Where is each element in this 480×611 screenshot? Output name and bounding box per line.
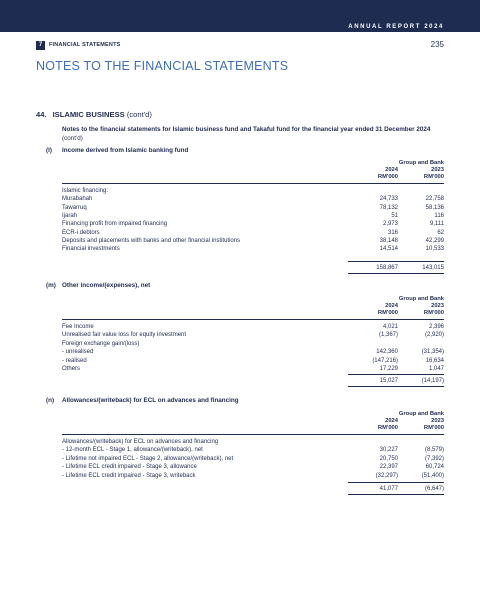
table-row bbox=[62, 455, 444, 463]
table-row bbox=[62, 187, 444, 195]
value-2023: (51,400) bbox=[421, 472, 444, 479]
row-label: - Lifetime not impaired ECL - Stage 2, allowance/(writeback), net bbox=[62, 455, 234, 462]
row-label: - 12-month ECL - Stage 1, allowance/(writeback), net bbox=[62, 447, 203, 454]
total-row bbox=[62, 485, 444, 493]
value-2024: (1,367) bbox=[378, 332, 398, 339]
value-2023: 2,396 bbox=[428, 324, 444, 330]
subsection-heading bbox=[46, 147, 189, 154]
table-row bbox=[62, 331, 444, 339]
value-2024: (32,297) bbox=[375, 472, 398, 479]
page-header bbox=[36, 40, 444, 52]
subsection-title: Income derived from Islamic banking fund bbox=[62, 147, 189, 154]
table-row bbox=[62, 472, 444, 480]
subsection-letter: (l) bbox=[46, 147, 52, 154]
value-2024: 14,514 bbox=[379, 246, 398, 253]
subsection-heading bbox=[46, 397, 239, 404]
table-row bbox=[62, 323, 444, 331]
row-label: - unrealised bbox=[62, 349, 94, 356]
total-rule-bottom bbox=[348, 494, 444, 495]
value-2024: 20,750 bbox=[379, 455, 398, 462]
total-2023: (14,197) bbox=[421, 378, 444, 384]
row-label: ECR-i debtors bbox=[62, 229, 100, 236]
value-2024: 2,973 bbox=[382, 221, 398, 228]
value-2024: 142,360 bbox=[376, 349, 398, 356]
row-label: Unrealised fair value loss for equity investment bbox=[62, 332, 187, 339]
note-title: ISLAMIC BUSINESS bbox=[52, 110, 125, 119]
value-2023: (31,354) bbox=[421, 349, 444, 356]
column-currency-2023: RM'000 bbox=[423, 174, 444, 180]
value-2023: 10,533 bbox=[425, 246, 444, 253]
value-2023: 1,047 bbox=[428, 366, 444, 372]
table-row bbox=[62, 237, 444, 245]
table-row bbox=[62, 357, 444, 365]
header-rule bbox=[62, 319, 444, 320]
value-2024: 22,397 bbox=[379, 464, 398, 471]
row-label: Ijarah bbox=[62, 212, 78, 219]
note-number: 44. bbox=[36, 110, 47, 119]
section-number-badge: 7 bbox=[36, 41, 45, 50]
value-2023: 9,111 bbox=[429, 221, 444, 228]
total-rule-bottom bbox=[348, 386, 444, 387]
value-2024: 24,733 bbox=[379, 196, 398, 203]
page-number: 235 bbox=[430, 40, 444, 49]
total-rule-top bbox=[348, 482, 444, 483]
subsection-heading bbox=[46, 282, 151, 289]
column-year-2023: 2023 bbox=[431, 303, 444, 309]
column-currency-2024: RM'000 bbox=[377, 174, 398, 180]
value-2024: 78,132 bbox=[379, 204, 398, 211]
value-2023: 58,136 bbox=[425, 204, 444, 211]
header-rule bbox=[62, 434, 444, 435]
table-row bbox=[62, 220, 444, 228]
total-2023: 143,015 bbox=[422, 265, 444, 271]
note-cont: (cont'd) bbox=[126, 110, 152, 119]
value-2023: 16,634 bbox=[425, 357, 444, 364]
intro-cont: (cont'd) bbox=[62, 135, 83, 142]
note-heading bbox=[36, 110, 152, 119]
section-title: FINANCIAL STATEMENTS bbox=[49, 42, 121, 48]
total-2024: 158,867 bbox=[376, 265, 398, 271]
financial-table bbox=[62, 296, 444, 389]
value-2023: 22,758 bbox=[425, 196, 444, 203]
financial-table bbox=[62, 160, 444, 276]
column-group-header: Group and Bank bbox=[398, 411, 444, 417]
table-row bbox=[62, 212, 444, 220]
value-2024: 51 bbox=[391, 212, 398, 219]
column-currency-2023: RM'000 bbox=[423, 310, 444, 316]
table-row bbox=[62, 245, 444, 253]
table-row bbox=[62, 195, 444, 203]
financial-table bbox=[62, 411, 444, 497]
total-2024: 15,027 bbox=[379, 378, 398, 384]
table-row bbox=[62, 229, 444, 237]
total-row bbox=[62, 264, 444, 272]
value-2023: (2,920) bbox=[424, 332, 444, 339]
subsection-letter: (n) bbox=[46, 397, 55, 404]
column-year-2023: 2023 bbox=[431, 418, 444, 424]
row-label: Others bbox=[62, 366, 81, 372]
row-label: - Lifetime ECL credit impaired - Stage 3, writeback bbox=[62, 472, 196, 479]
table-row bbox=[62, 438, 444, 446]
column-currency-2023: RM'000 bbox=[423, 425, 444, 431]
intro-text: Notes to the financial statements for Islamic business fund and Takaful fund for the financial year ended 31 December 2024 bbox=[62, 126, 431, 133]
row-label: - realised bbox=[62, 357, 87, 364]
value-2024: 4,021 bbox=[382, 324, 398, 330]
page-title: NOTES TO THE FINANCIAL STATEMENTS bbox=[36, 59, 289, 73]
subsection-title: Other income/(expenses), net bbox=[62, 282, 151, 289]
annual-report-label: ANNUAL REPORT 2024 bbox=[348, 24, 444, 30]
row-label: Murabahah bbox=[62, 196, 93, 203]
row-label: Islamic financing: bbox=[62, 188, 109, 194]
row-label: Tawarruq bbox=[62, 204, 87, 211]
table-row bbox=[62, 365, 444, 373]
row-label: Deposits and placements with banks and other financial institutions bbox=[62, 237, 241, 244]
column-group-header: Group and Bank bbox=[398, 160, 444, 166]
value-2024: 316 bbox=[387, 229, 398, 236]
row-label: Financial investments bbox=[62, 246, 120, 253]
column-year-2024: 2024 bbox=[385, 167, 398, 173]
total-row bbox=[62, 377, 444, 385]
column-year-2024: 2024 bbox=[385, 303, 398, 309]
total-2024: 41,077 bbox=[379, 486, 398, 492]
value-2023: 60,724 bbox=[425, 464, 444, 471]
value-2024: 38,148 bbox=[379, 237, 398, 244]
column-group-header: Group and Bank bbox=[398, 296, 444, 302]
subsection-title: Allowances/(writeback) for ECL on advances and financing bbox=[62, 397, 239, 404]
total-rule-bottom bbox=[348, 273, 444, 274]
subsection-letter: (m) bbox=[46, 282, 56, 289]
row-label: Foreign exchange gain/(loss) bbox=[62, 340, 140, 347]
row-label: Fee Income bbox=[62, 324, 94, 330]
table-row bbox=[62, 340, 444, 348]
column-year-2024: 2024 bbox=[385, 418, 398, 424]
note-intro bbox=[62, 125, 452, 143]
column-year-2023: 2023 bbox=[431, 167, 444, 173]
header-band bbox=[0, 0, 480, 32]
total-rule-top bbox=[348, 374, 444, 375]
row-label: Allowances/(writeback) for ECL on advances and financing bbox=[62, 439, 219, 445]
value-2024: (147,216) bbox=[372, 357, 398, 364]
table-row bbox=[62, 446, 444, 454]
total-rule-top bbox=[348, 261, 444, 262]
column-currency-2024: RM'000 bbox=[377, 310, 398, 316]
value-2024: 17,229 bbox=[379, 366, 398, 372]
column-currency-2024: RM'000 bbox=[377, 425, 398, 431]
value-2023: 42,299 bbox=[425, 237, 444, 244]
header-rule bbox=[62, 183, 444, 184]
value-2024: 30,227 bbox=[379, 447, 398, 454]
value-2023: 116 bbox=[434, 212, 444, 219]
value-2023: (8,579) bbox=[424, 447, 444, 454]
value-2023: 62 bbox=[437, 229, 444, 236]
table-row bbox=[62, 348, 444, 356]
row-label: - Lifetime ECL credit impaired - Stage 3, allowance bbox=[62, 464, 197, 471]
value-2023: (7,392) bbox=[424, 455, 444, 462]
table-row bbox=[62, 463, 444, 471]
table-row bbox=[62, 204, 444, 212]
total-2023: (6,647) bbox=[424, 486, 444, 492]
row-label: Financing profit from impaired financing bbox=[62, 221, 168, 228]
